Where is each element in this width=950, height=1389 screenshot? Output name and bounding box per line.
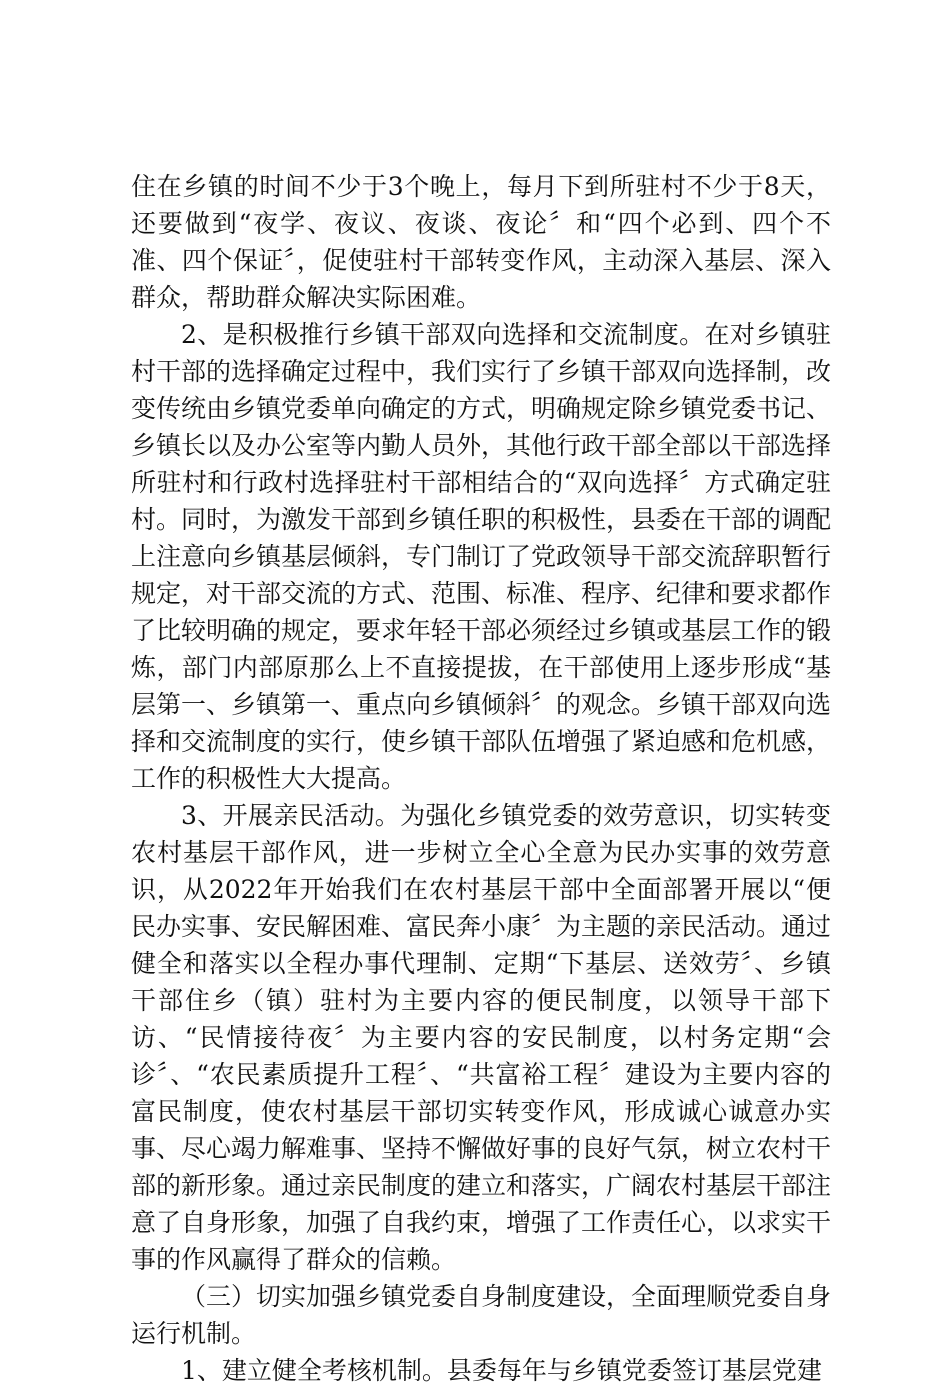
paragraph-continuation: 住在乡镇的时间不少于3个晚上，每月下到所驻村不少于8天，还要做到“夜学、夜议、夜谈、夜论〞和“四个必到、四个不准、四个保证〞，促使驻村干部转变作风，主动深入基层、深入群众，帮助群众解决实际困难。 xyxy=(131,172,831,312)
document-body xyxy=(131,168,831,1389)
paragraph-assessment: 1、建立健全考核机制。县委每年与乡镇党委签订基层党建 xyxy=(181,1356,822,1385)
section-heading-3: （三）切实加强乡镇党委自身制度建设，全面理顺党委自身运行机制。 xyxy=(131,1282,832,1348)
paragraph-two-way-selection: 2、是积极推行乡镇干部双向选择和交流制度。在对乡镇驻村干部的选择确定过程中，我们实行了乡镇干部双向选择制，改变传统由乡镇党委单向确定的方式，明确规定除乡镇党委书记、乡镇长以及办公室等内勤人员外，其他行政干部全部以干部选择所驻村和行政村选择驻村干部相结合的“双向选择〞方式确定驻村。同时，为激发干部到乡镇任职的积极性，县委在干部的调配上注意向乡镇基层倾斜，专门制订了党政领导干部交流辞职暂行规定，对干部交流的方式、范围、标准、程序、纪律和要求都作了比较明确的规定，要求年轻干部必须经过乡镇或基层工作的锻炼，部门内部原那么上不直接提拔，在干部使用上逐步形成“基层第一、乡镇第一、重点向乡镇倾斜〞的观念。乡镇干部双向选择和交流制度的实行，使乡镇干部队伍增强了紧迫感和危机感，工作的积极性大大提高。 xyxy=(131,320,832,793)
paragraph-close-to-people: 3、开展亲民活动。为强化乡镇党委的效劳意识，切实转变农村基层干部作风，进一步树立全心全意为民办实事的效劳意识，从2022年开始我们在农村基层干部中全面部署开展以“便民办实事、安民解困难、富民奔小康〞为主题的亲民活动。通过健全和落实以全程办事代理制、定期“下基层、送效劳〞、乡镇干部住乡（镇）驻村为主要内容的便民制度，以领导干部下访、“民情接待夜〞为主要内容的安民制度，以村务定期“会诊〞、“农民素质提升工程〞、“共富裕工程〞建设为主要内容的富民制度，使农村基层干部切实转变作风，形成诚心诚意办实事、尽心竭力解难事、坚持不懈做好事的良好气氛，树立农村干部的新形象。通过亲民制度的建立和落实，广阔农村基层干部注意了自身形象，加强了自我约束，增强了工作责任心，以求实干事的作风赢得了群众的信赖。 xyxy=(131,801,832,1274)
